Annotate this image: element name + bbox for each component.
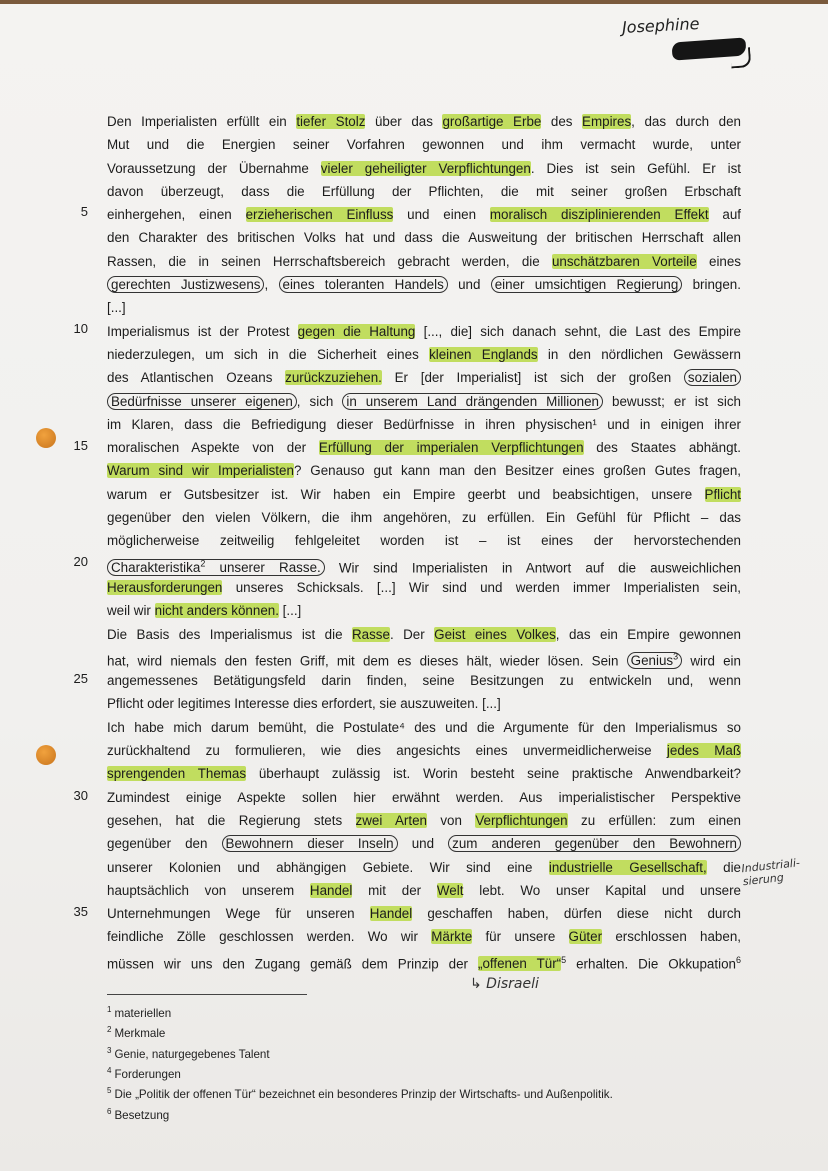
handwritten-note-disraeli: ↳ Disraeli: [470, 976, 539, 992]
text-line: [...]: [107, 300, 126, 316]
text-line: im Klaren, dass die Befriedigung dieser Bedürfnisse in ihren physischen¹ und in einigen ihrer: [107, 416, 741, 432]
text-line: einhergehen, einen erzieherischen Einfluss und einen moralisch disziplinierenden Effekt auf: [107, 207, 741, 223]
footnote: $^1$ materiellen: [107, 1005, 172, 1020]
text-line: warum er Gutsbesitzer ist. Wir haben ein Empire geerbt und beabsichtigen, unsere Pflicht: [107, 486, 741, 502]
text-line: hat, wird niemals den festen Griff, mit dem es dieses hält, wieder lösen. Sein Genius$^3$ wird ein: [107, 651, 741, 669]
text-line: Die Basis des Imperialismus ist die Rasse. Der Geist eines Volkes, das ein Empire gewonnen: [107, 626, 741, 642]
line-number: 30: [73, 788, 88, 803]
text-line: moralischen Aspekte von der Erfüllung der imperialen Verpflichtungen des Staates abhängt.: [107, 440, 741, 456]
text-line: des Atlantischen Ozeans zurückzuziehen. Er [der Imperialist] ist sich der großen sozialen: [107, 366, 741, 389]
line-number: 5: [80, 204, 88, 219]
text-line: Mut und die Energien seiner Vorfahren gewonnen und ihm vermacht wurde, unter: [107, 137, 741, 153]
text-line: davon überzeugt, dass die Erfüllung der Pflichten, die mit seiner großen Erbschaft: [107, 183, 741, 199]
footnotes: [107, 1002, 613, 1124]
text-line: niederzulegen, um sich in die Sicherheit eines kleinen Englands in den nördlichen Gewässern: [107, 346, 742, 362]
text-line: gegenüber den vielen Völkern, die ihm angehören, zu erfüllen. Ein Gefühl für Pflicht – das: [107, 510, 741, 526]
text-line: Zumindest einige Aspekte sollen hier erwähnt werden. Aus imperialistischer Perspektive: [107, 789, 741, 805]
line-number: 20: [73, 554, 88, 569]
text-line: gesehen, hat die Regierung stets zwei Arten von Verpflichtungen zu erfüllen: zum einen: [107, 812, 741, 828]
line-number: 35: [73, 904, 88, 919]
text-line: Pflicht oder legitimes Interesse dies erfordert, sie auszuweiten. [...]: [107, 696, 501, 712]
owner-name: Josephine: [621, 13, 700, 38]
text-line: gerechten Justizwesens , eines toleranten Handels und einer umsichtigen Regierung bringen.: [107, 273, 741, 296]
text-line: Unternehmungen Wege für unseren Handel geschaffen haben, dürfen diese nicht durch: [107, 906, 741, 922]
footnote: $^2$ Merkmale: [107, 1025, 166, 1041]
body-text: [107, 110, 741, 972]
text-line: unserer Kolonien und abhängigen Gebiete. Wir sind eine industrielle Gesellschaft, die: [107, 859, 741, 875]
text-line: den Charakter des britischen Volks hat und dass die Ausweitung der britischen Herrschaft allen: [107, 230, 741, 246]
text-line: möglicherweise zeitweilig fehlgeleitet worden ist – ist eines der hervorstechenden: [107, 533, 741, 549]
text-line: zurückhaltend zu formulieren, wie dies angesichts eines unvermeidlicherweise jedes Maß: [107, 743, 741, 759]
document-page: [0, 4, 828, 1171]
footnote: $^5$ Die „Politik der offenen Tür“ bezeichnet ein besonderes Prinzip der Wirtschafts- und Außenpolitik.: [107, 1086, 613, 1102]
text-line: gegenüber den Bewohnern dieser Inseln und zum anderen gegenüber den Bewohnern: [107, 832, 741, 855]
orange-marker-dot: [36, 745, 56, 765]
text-line: Ich habe mich darum bemüht, die Postulate⁴ des und die Argumente für den Imperialismus so: [107, 719, 741, 735]
text-line: müssen wir uns den Zugang gemäß dem Prinzip der „offenen Tür“$^5$ erhalten. Die Okkupation$^6$: [107, 954, 741, 972]
margin-handwritten-note: Industriali- sierung: [740, 856, 801, 889]
footnote: $^6$ Besetzung: [107, 1106, 170, 1122]
text-line: Rassen, die in seinen Herrschaftsbereich gebracht werden, die unschätzbaren Vorteile eines: [107, 253, 742, 269]
redaction-scribble: [671, 37, 746, 60]
text-line: feindliche Zölle geschlossen werden. Wo wir Märkte für unsere Güter erschlossen haben,: [107, 929, 741, 945]
footnote-divider: [107, 994, 307, 995]
line-number: 15: [73, 438, 88, 453]
text-line: Den Imperialisten erfüllt ein tiefer Stolz über das großartige Erbe des Empires, das durch den: [107, 114, 741, 129]
footnote: $^4$ Forderungen: [107, 1066, 181, 1081]
text-line: Imperialismus ist der Protest gegen die Haltung [..., die] sich danach sehnt, die Last des Empire: [107, 323, 742, 339]
text-line: angemessenes Betätigungsfeld darin finden, seine Besitzungen zu entwickeln und, wenn: [107, 673, 741, 689]
text-line: Charakteristika$^2$ unserer Rasse. Wir sind Imperialisten in Antwort auf die ausweichlichen: [107, 553, 741, 576]
text-line: sprengenden Themas überhaupt zulässig ist. Worin besteht seine praktische Anwendbarkeit?: [107, 766, 741, 782]
text-line: Bedürfnisse unserer eigenen , sich in unserem Land drängenden Millionen bewusst; er ist sich: [107, 390, 741, 413]
orange-marker-dot: [36, 428, 56, 448]
text-line: weil wir nicht anders können. [...]: [107, 603, 302, 619]
text-line: Voraussetzung der Übernahme vieler geheiligter Verpflichtungen. Dies ist sein Gefühl. Er ist: [107, 160, 741, 176]
text-line: Herausforderungen unseres Schicksals. [...] Wir sind und werden immer Imperialisten sein,: [107, 579, 741, 595]
text-line: Warum sind wir Imperialisten? Genauso gut kann man den Besitzer eines großen Gutes fragen,: [107, 463, 741, 479]
line-number: 25: [73, 671, 88, 686]
text-line: hauptsächlich von unserem Handel mit der Welt lebt. Wo unser Kapital und unsere: [107, 882, 741, 898]
footnote: $^3$ Genie, naturgegebenes Talent: [107, 1045, 270, 1061]
line-number: 10: [73, 321, 88, 336]
